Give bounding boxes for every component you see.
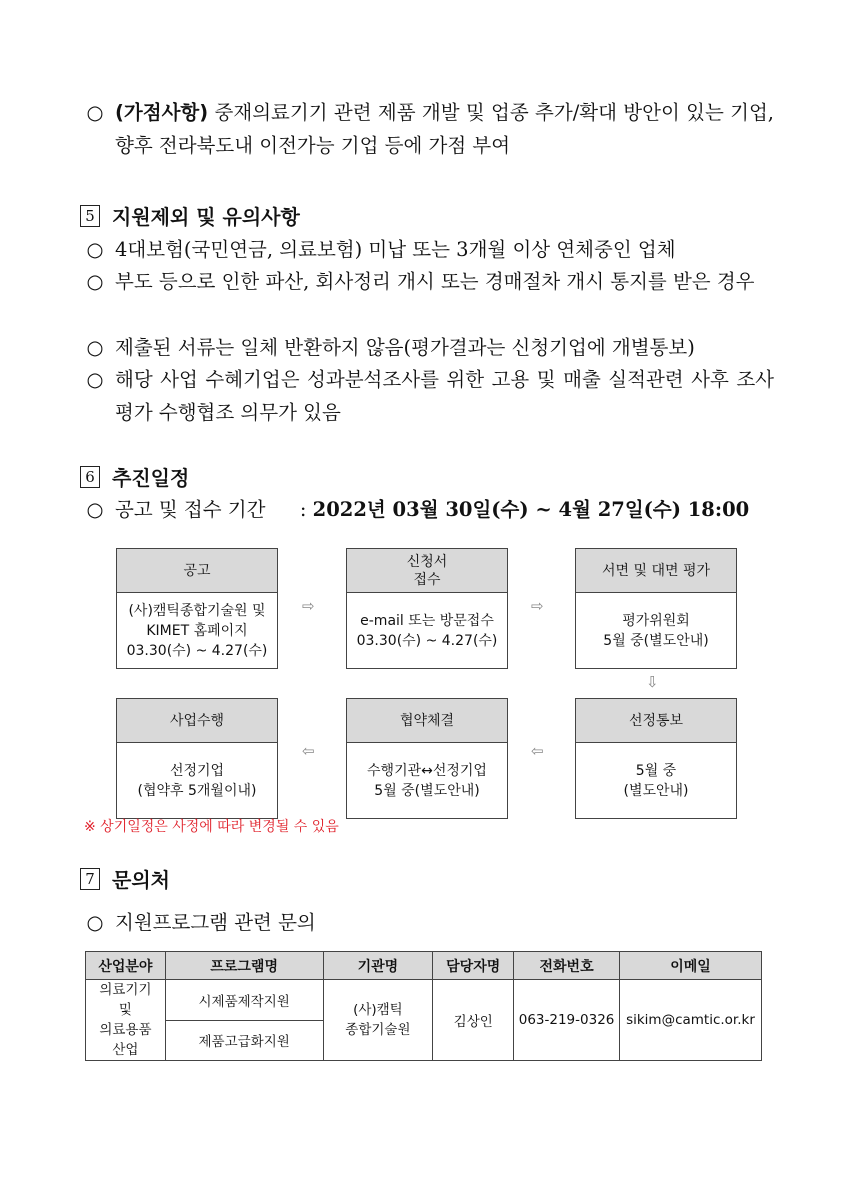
column-header: 기관명 — [323, 952, 433, 980]
period-value: 2022년 03월 30일(수) ~ 4월 27일(수) 18:00 — [312, 498, 750, 521]
contact-table — [85, 951, 762, 1061]
bullet-icon: ○ — [86, 101, 104, 124]
flow-step-agreement — [346, 698, 508, 819]
bullet-icon: ○ — [86, 336, 104, 359]
schedule-note: ※ 상기일정은 사정에 따라 변경될 수 있음 — [84, 819, 339, 835]
column-header: 담당자명 — [433, 952, 514, 980]
flow-step-title: 신청서 접수 — [347, 549, 507, 593]
bonus-label: (가점사항) — [115, 101, 209, 124]
flow-step-title: 선정통보 — [576, 699, 736, 743]
bullet-icon: ○ — [86, 238, 104, 261]
flow-step-desc: 평가위원회 5월 중(별도안내) — [603, 612, 709, 649]
list-item: ○ 4대보험(국민연금, 의료보험) 미납 또는 3개월 이상 연체중인 업체 — [84, 233, 774, 266]
list-item: ○ 해당 사업 수혜기업은 성과분석조사를 위한 고용 및 매출 실적관련 사후 조사평가 수행협조 의무가 있음 — [84, 363, 774, 429]
flow-step-title: 사업수행 — [117, 699, 277, 743]
flow-step-announce — [116, 548, 278, 669]
program-cell: 제품고급화지원 — [165, 1020, 323, 1061]
table-header-row — [86, 952, 762, 980]
section-number: 5 — [80, 205, 100, 227]
email-cell: sikim@camtic.or.kr — [619, 980, 761, 1061]
flow-step-desc: (사)캠틱종합기술원 및 KIMET 홈페이지 03.30(수) ~ 4.27(수) — [126, 602, 268, 659]
phone-cell: 063-219-0326 — [514, 980, 620, 1061]
section-5-heading — [80, 201, 300, 230]
flow-step-evaluation — [575, 548, 737, 669]
bullet-icon: ○ — [86, 368, 104, 391]
section-title: 추진일정 — [112, 466, 190, 490]
list-item: ○ 제출된 서류는 일체 반환하지 않음(평가결과는 신청기업에 개별통보) — [84, 331, 774, 364]
flow-step-execution — [116, 698, 278, 819]
bullet-icon: ○ — [86, 911, 104, 934]
flow-step-desc: e-mail 또는 방문접수 03.30(수) ~ 4.27(수) — [356, 612, 498, 649]
column-header: 이메일 — [619, 952, 761, 980]
section-6-heading — [80, 462, 189, 491]
period-label: 공고 및 접수 기간 — [115, 498, 266, 521]
arrow-down-icon: ⇩ — [646, 673, 659, 691]
bullet-icon: ○ — [86, 498, 104, 521]
flow-step-notice — [575, 698, 737, 819]
table-row — [86, 980, 762, 1021]
column-header: 프로그램명 — [165, 952, 323, 980]
period-colon: : — [299, 498, 307, 521]
bonus-paragraph — [84, 96, 774, 162]
flow-step-desc: 수행기관↔선정기업 5월 중(별도안내) — [367, 762, 487, 799]
program-cell: 시제품제작지원 — [165, 980, 323, 1021]
flow-step-desc: 선정기업 (협약후 5개월이내) — [137, 762, 257, 799]
flow-step-title: 협약체결 — [347, 699, 507, 743]
org-cell: (사)캠틱 종합기술원 — [323, 980, 433, 1061]
section-number: 7 — [80, 868, 100, 890]
arrow-right-icon: ⇨ — [531, 597, 544, 615]
column-header: 산업분야 — [86, 952, 166, 980]
bullet-icon: ○ — [86, 270, 104, 293]
flow-step-title: 공고 — [117, 549, 277, 593]
arrow-right-icon: ⇨ — [302, 597, 315, 615]
flow-step-apply — [346, 548, 508, 669]
section-title: 문의처 — [112, 868, 170, 892]
flow-step-desc: 5월 중 (별도안내) — [623, 762, 689, 799]
column-header: 전화번호 — [514, 952, 620, 980]
contact-subtitle: ○ 지원프로그램 관련 문의 — [84, 906, 774, 939]
bonus-text: 중재의료기기 관련 제품 개발 및 업종 추가/확대 방안이 있는 기업, 향후 전라북도내 이전가능 기업 등에 가점 부여 — [115, 101, 774, 157]
period-line — [84, 493, 774, 526]
industry-cell: 의료기기 및 의료용품 산업 — [86, 980, 166, 1061]
flow-step-title: 서면 및 대면 평가 — [576, 549, 736, 593]
list-item: ○ 부도 등으로 인한 파산, 회사정리 개시 또는 경매절차 개시 통지를 받은 경우 — [84, 265, 774, 298]
arrow-left-icon: ⇦ — [302, 742, 315, 760]
section-7-heading — [80, 864, 170, 893]
section-number: 6 — [80, 466, 100, 488]
arrow-left-icon: ⇦ — [531, 742, 544, 760]
section-title: 지원제외 및 유의사항 — [112, 205, 300, 229]
person-cell: 김상인 — [433, 980, 514, 1061]
